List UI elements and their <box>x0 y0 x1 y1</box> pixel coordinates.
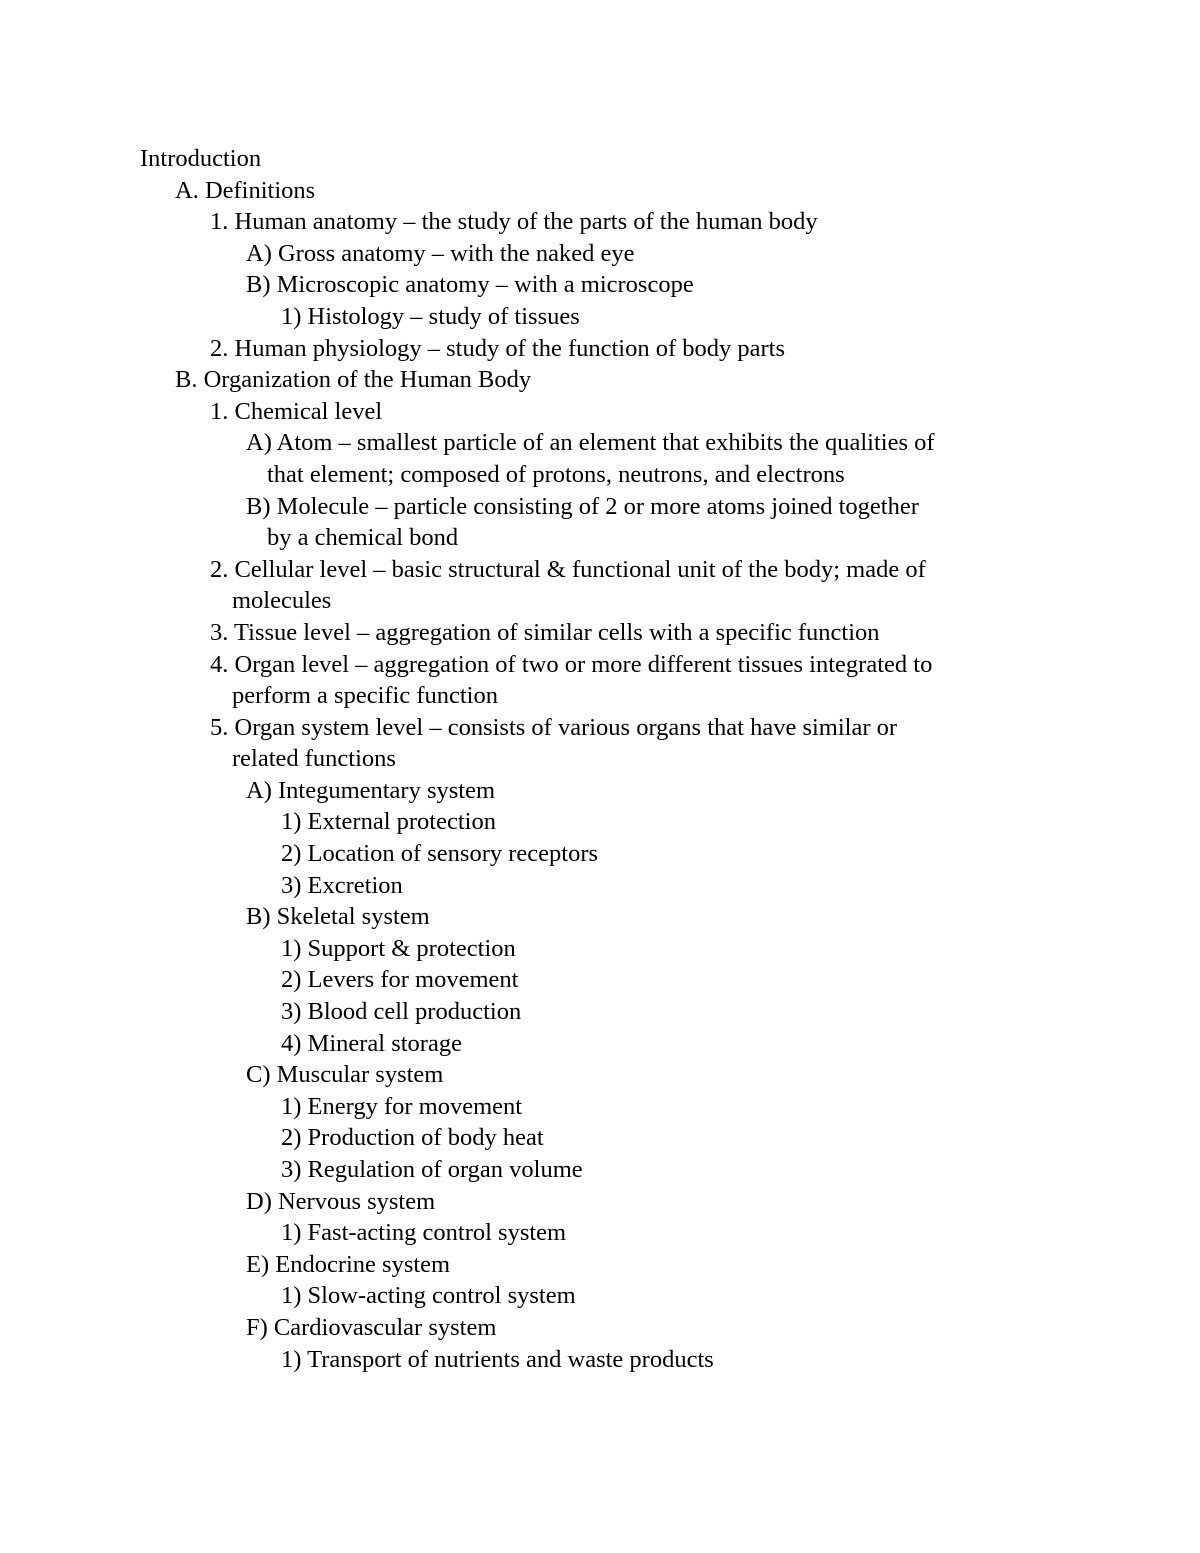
outline-item: F) Cardiovascular system <box>246 1313 497 1341</box>
outline-item: A) Integumentary system <box>246 776 496 804</box>
outline-item: 1) Transport of nutrients and waste products <box>281 1345 714 1373</box>
outline-item-continuation: by a chemical bond <box>267 524 459 552</box>
outline-item: E) Endocrine system <box>246 1250 451 1278</box>
outline-item: 1. Chemical level <box>210 397 383 425</box>
outline-item: 3) Excretion <box>281 871 403 899</box>
outline-item: 5. Organ system level – consists of various organs that have similar or <box>210 713 898 741</box>
outline-item: 2) Levers for movement <box>281 966 519 994</box>
outline-item: B) Skeletal system <box>246 903 430 931</box>
outline-item-continuation: perform a specific function <box>232 682 498 710</box>
outline-item: 1) Fast-acting control system <box>281 1219 567 1247</box>
outline-item: 1. Human anatomy – the study of the parts of the human body <box>210 208 818 236</box>
outline-item: C) Muscular system <box>246 1061 444 1089</box>
outline-item: 2. Human physiology – study of the function of body parts <box>210 334 786 362</box>
outline-item: 4) Mineral storage <box>281 1029 462 1057</box>
outline-item: B) Microscopic anatomy – with a microscope <box>246 271 694 299</box>
outline-item-continuation: that element; composed of protons, neutrons, and electrons <box>267 460 845 488</box>
outline-item: 3) Regulation of organ volume <box>281 1156 583 1183</box>
outline-item: 4. Organ level – aggregation of two or more different tissues integrated to <box>210 650 933 678</box>
outline-item: 1) Slow-acting control system <box>281 1282 576 1310</box>
outline-item-continuation: related functions <box>232 745 396 773</box>
outline-item: 2. Cellular level – basic structural & functional unit of the body; made of <box>210 555 926 583</box>
outline-heading: Introduction <box>140 145 262 172</box>
outline-item: B) Molecule – particle consisting of 2 or more atoms joined together <box>246 492 919 520</box>
outline-item: 1) Energy for movement <box>281 1092 523 1120</box>
outline-item: 1) Histology – study of tissues <box>281 302 580 330</box>
outline-item: D) Nervous system <box>246 1187 436 1215</box>
outline <box>0 143 1200 1375</box>
outline-item-continuation: molecules <box>232 587 332 615</box>
outline-item: B. Organization of the Human Body <box>175 366 532 394</box>
outline-item: A) Gross anatomy – with the naked eye <box>246 239 635 267</box>
outline-item: 1) Support & protection <box>281 934 516 962</box>
outline-item: 2) Production of body heat <box>281 1124 544 1152</box>
outline-item: A) Atom – smallest particle of an element that exhibits the qualities of <box>246 429 935 457</box>
outline-item: 2) Location of sensory receptors <box>281 840 599 868</box>
outline-item: 3) Blood cell production <box>281 998 522 1026</box>
outline-item: A. Definitions <box>175 176 316 204</box>
outline-item: 3. Tissue level – aggregation of similar cells with a specific function <box>210 618 880 646</box>
outline-item: 1) External protection <box>281 808 496 836</box>
